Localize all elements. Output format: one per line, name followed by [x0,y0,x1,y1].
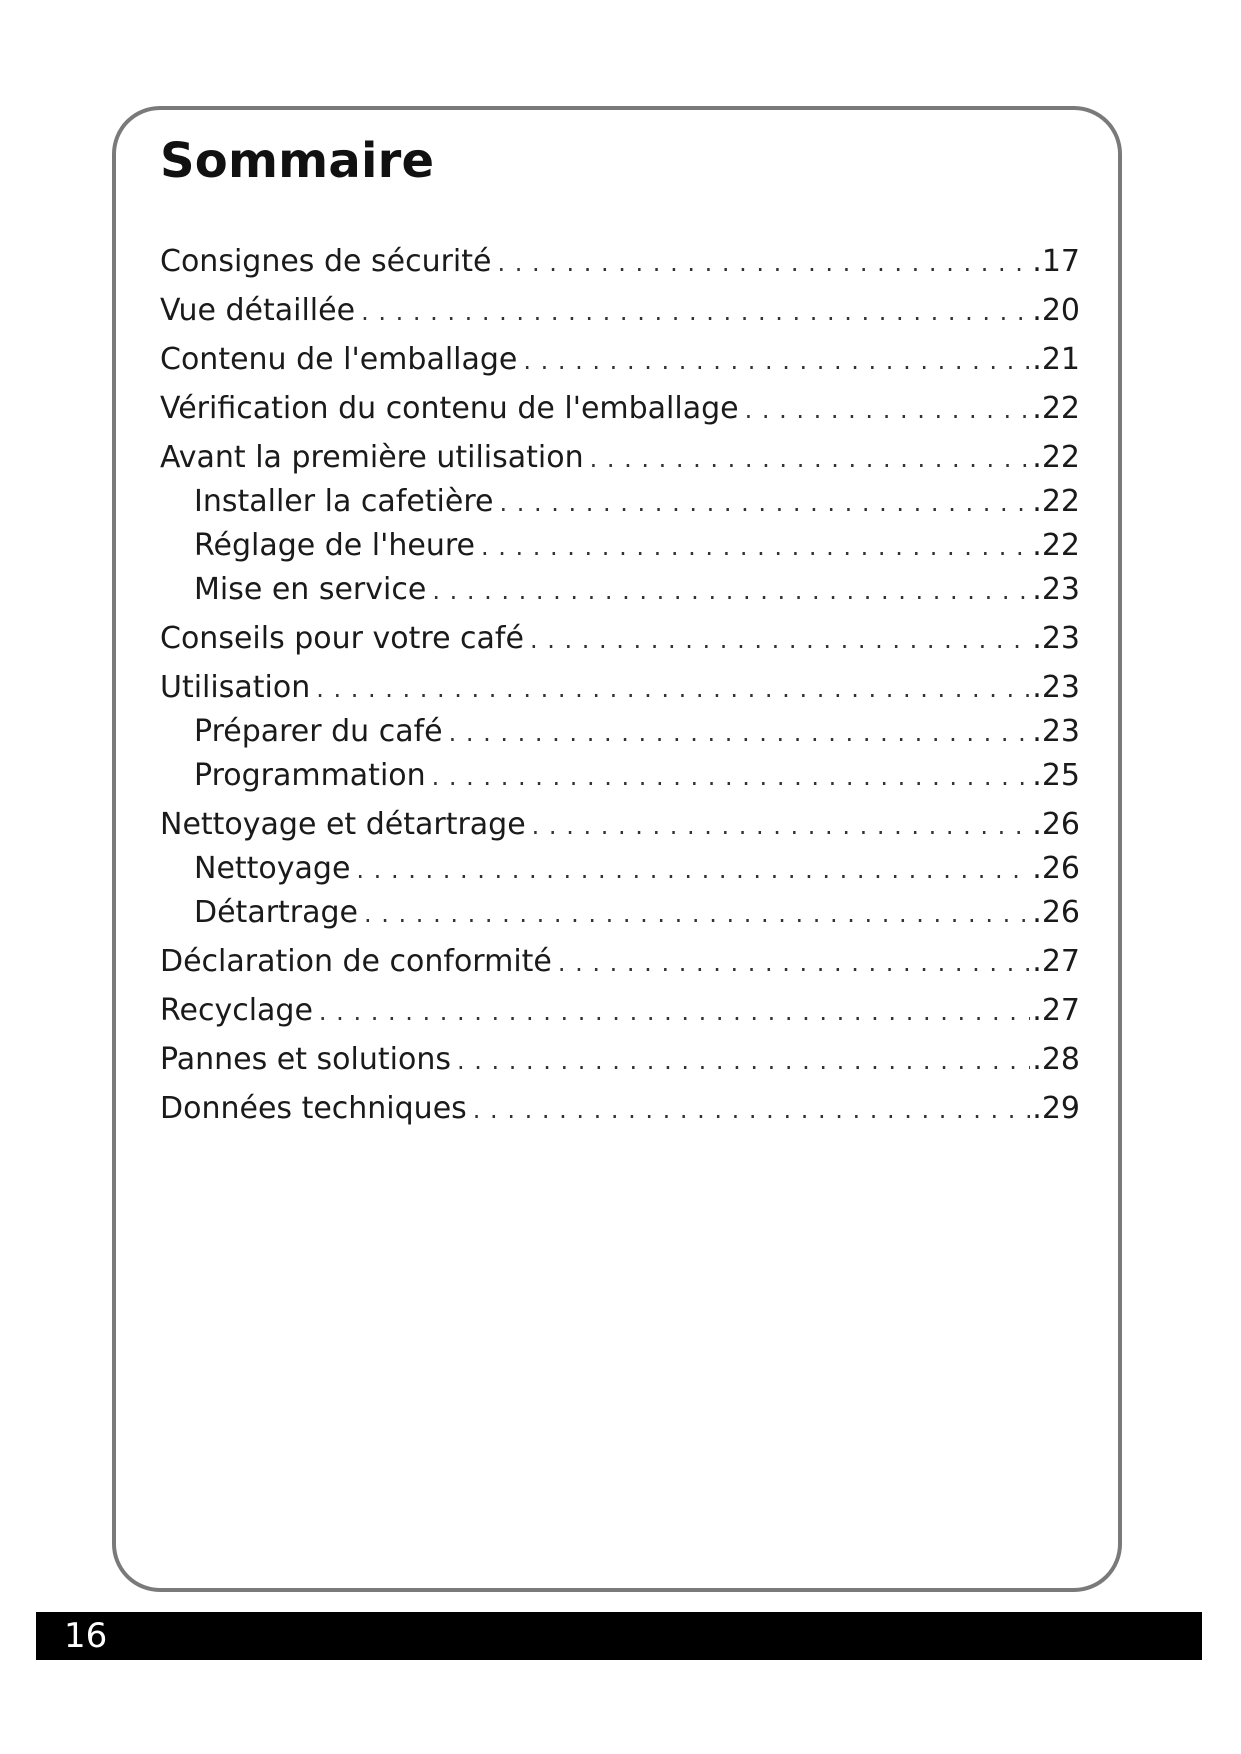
toc-entry-pannes-solutions[interactable] [160,1040,1080,1080]
toc-entry-page: .27 [1032,944,1080,979]
toc-entry-nettoyage[interactable] [160,849,1080,889]
page-title: Sommaire [160,133,435,189]
toc-dot-leader [558,943,1030,983]
toc-entry-page: .17 [1032,244,1080,279]
toc-dot-leader [523,341,1030,381]
toc-entry-page: .25 [1032,758,1080,793]
toc-entry-verification-contenu[interactable] [160,389,1080,429]
toc-entry-label: Consignes de sécurité [160,244,492,279]
toc-entry-detartrage[interactable] [160,893,1080,933]
toc-entry-page: .26 [1032,851,1080,886]
toc-list [160,242,1080,1129]
toc-entry-page: .23 [1032,621,1080,656]
toc-entry-label: Avant la première utilisation [160,440,584,475]
page-number: 16 [64,1616,108,1656]
toc-entry-label: Vérification du contenu de l'emballage [160,391,739,426]
toc-dot-leader [532,806,1031,846]
toc-entry-label: Pannes et solutions [160,1042,451,1077]
toc-entry-page: .29 [1032,1091,1080,1126]
toc-dot-leader [745,390,1031,430]
toc-dot-leader [432,571,1030,611]
toc-entry-page: .22 [1032,391,1080,426]
toc-entry-avant-premiere-utilisation[interactable] [160,438,1080,478]
toc-entry-nettoyage-detartrage[interactable] [160,805,1080,845]
toc-dot-leader [590,439,1031,479]
toc-entry-page: .27 [1032,993,1080,1028]
toc-entry-page: .28 [1032,1042,1080,1077]
toc-dot-leader [449,713,1031,753]
toc-entry-label: Préparer du café [194,714,443,749]
toc-entry-consignes-securite[interactable] [160,242,1080,282]
toc-entry-label: Programmation [194,758,426,793]
toc-entry-page: .23 [1032,670,1080,705]
toc-dot-leader [530,620,1030,660]
toc-entry-page: .26 [1032,895,1080,930]
toc-entry-page: .26 [1032,807,1080,842]
toc-entry-reglage-heure[interactable] [160,526,1080,566]
toc-dot-leader [457,1041,1030,1081]
toc-entry-installer-cafetiere[interactable] [160,482,1080,522]
toc-entry-page: .20 [1032,293,1080,328]
toc-entry-preparer-cafe[interactable] [160,712,1080,752]
toc-dot-leader [432,757,1031,797]
toc-entry-page: .23 [1032,572,1080,607]
toc-entry-page: .22 [1032,528,1080,563]
page-footer-bar [36,1612,1202,1660]
toc-entry-conseils-cafe[interactable] [160,619,1080,659]
toc-dot-leader [481,527,1030,567]
toc-entry-label: Mise en service [194,572,427,607]
toc-entry-label: Vue détaillée [160,293,356,328]
toc-entry-donnees-techniques[interactable] [160,1089,1080,1129]
toc-dot-leader [499,483,1030,523]
toc-entry-label: Déclaration de conformité [160,944,552,979]
toc-entry-label: Détartrage [194,895,359,930]
toc-entry-page: .22 [1032,440,1080,475]
toc-entry-programmation[interactable] [160,756,1080,796]
toc-entry-label: Réglage de l'heure [194,528,475,563]
toc-entry-page: .21 [1032,342,1080,377]
toc-entry-declaration-conformite[interactable] [160,942,1080,982]
toc-entry-label: Utilisation [160,670,311,705]
toc-entry-label: Nettoyage [194,851,351,886]
toc-dot-leader [473,1090,1030,1130]
toc-entry-label: Conseils pour votre café [160,621,524,656]
toc-entry-contenu-emballage[interactable] [160,340,1080,380]
toc-dot-leader [497,243,1030,283]
toc-entry-label: Nettoyage et détartrage [160,807,526,842]
toc-dot-leader [364,894,1030,934]
toc-entry-label: Données techniques [160,1091,467,1126]
toc-entry-label: Contenu de l'emballage [160,342,518,377]
toc-entry-label: Recyclage [160,993,313,1028]
toc-dot-leader [361,292,1030,332]
toc-entry-utilisation[interactable] [160,668,1080,708]
toc-entry-mise-en-service[interactable] [160,570,1080,610]
toc-entry-page: .23 [1032,714,1080,749]
toc-dot-leader [319,992,1030,1032]
toc-dot-leader [316,669,1030,709]
toc-entry-vue-detaillee[interactable] [160,291,1080,331]
toc-dot-leader [356,850,1030,890]
toc-entry-label: Installer la cafetière [194,484,494,519]
toc-entry-page: .22 [1032,484,1080,519]
toc-entry-recyclage[interactable] [160,991,1080,1031]
